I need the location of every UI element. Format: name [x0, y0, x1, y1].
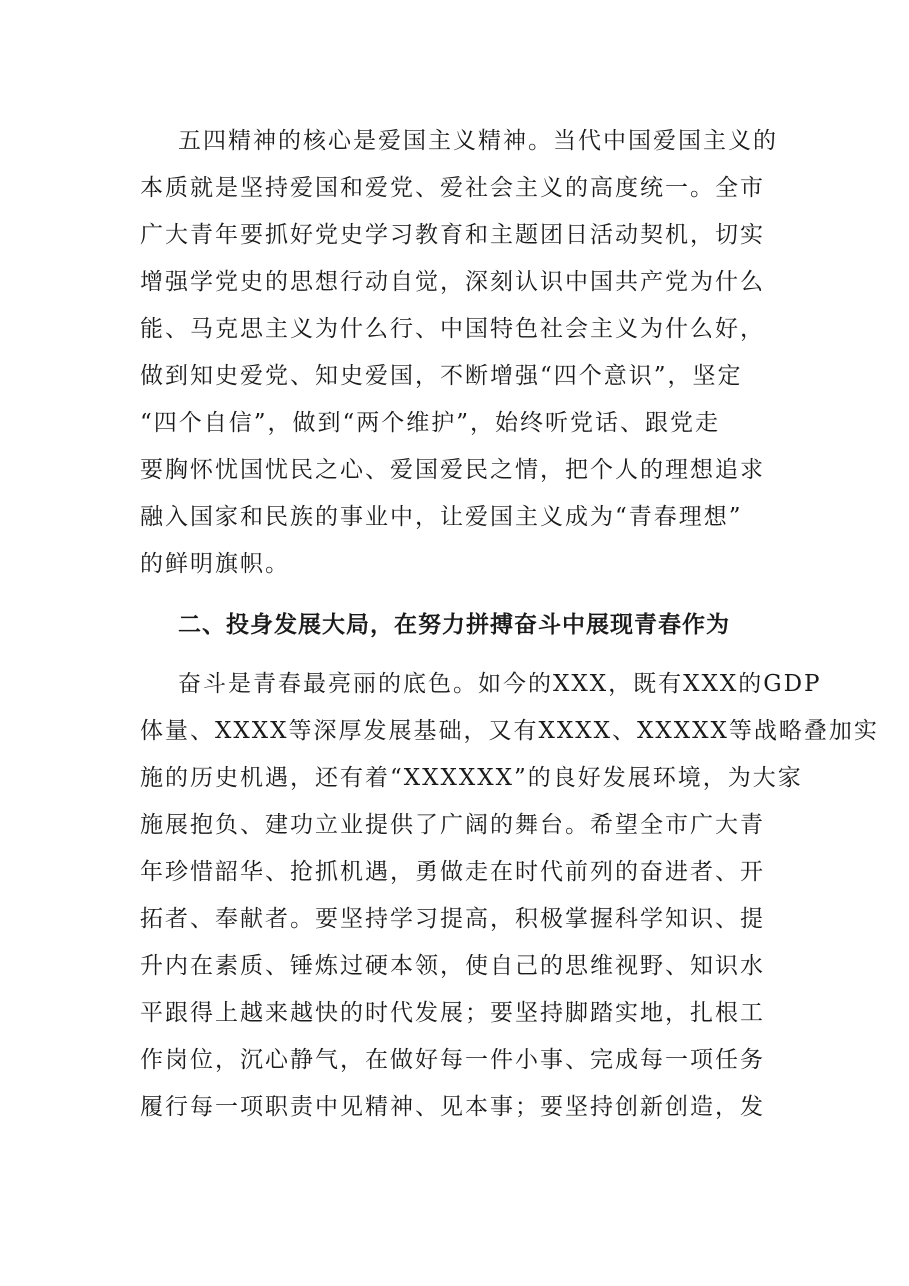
text-line: 要胸怀忧国忧民之心、爱国爱民之情，把个人的理想追求 [140, 457, 765, 483]
text-line: 作岗位，沉心静气，在做好每一件小事、完成每一项任务 [140, 1047, 765, 1073]
text-line: 施的历史机遇，还有着“XXXXXX”的良好发展环境，为大家 [140, 765, 803, 791]
paragraph-striving [140, 661, 879, 1131]
text-line: 的鲜明旗帜。 [140, 551, 290, 577]
paragraph-patriotism [140, 118, 780, 588]
text-line: 年珍惜韶华、抢抓机遇，勇做走在时代前列的奋进者、开 [140, 859, 765, 885]
text-line: 平跟得上越来越快的时代发展；要坚持脚踏实地，扎根工 [140, 1000, 765, 1026]
text-line: “四个自信”，做到“两个维护”，始终听党话、跟党走 [140, 410, 721, 436]
text-line: 体量、XXXX等深厚发展基础，又有XXXX、XXXXX等战略叠加实 [140, 718, 879, 744]
text-line: 做到知史爱党、知史爱国，不断增强“四个意识”，坚定 [140, 363, 743, 389]
text-line: 五四精神的核心是爱国主义精神。当代中国爱国主义的 [178, 128, 778, 154]
text-line: 拓者、奉献者。要坚持学习提高，积极掌握科学知识、提 [140, 906, 765, 932]
text-line: 增强学党史的思想行动自觉，深刻认识中国共产党为什么 [140, 269, 765, 295]
text-line: 能、马克思主义为什么行、中国特色社会主义为什么好， [140, 316, 765, 342]
text-line: 广大青年要抓好党史学习教育和主题团日活动契机，切实 [140, 222, 765, 248]
text-line: 升内在素质、锤炼过硬本领，使自己的思维视野、知识水 [140, 953, 765, 979]
text-line: 融入国家和民族的事业中，让爱国主义成为“青春理想” [140, 504, 743, 530]
section-heading: 二、投身发展大局，在努力拼搏奋斗中展现青春作为 [178, 612, 730, 638]
document-body [140, 118, 879, 1131]
text-line: 奋斗是青春最亮丽的底色。如今的XXX，既有XXX的GDP [178, 671, 822, 697]
text-line: 施展抱负、建功立业提供了广阔的舞台。希望全市广大青 [140, 812, 765, 838]
text-line: 履行每一项职责中见精神、见本事；要坚持创新创造，发 [140, 1094, 765, 1120]
text-line: 本质就是坚持爱国和爱党、爱社会主义的高度统一。全市 [140, 175, 765, 201]
